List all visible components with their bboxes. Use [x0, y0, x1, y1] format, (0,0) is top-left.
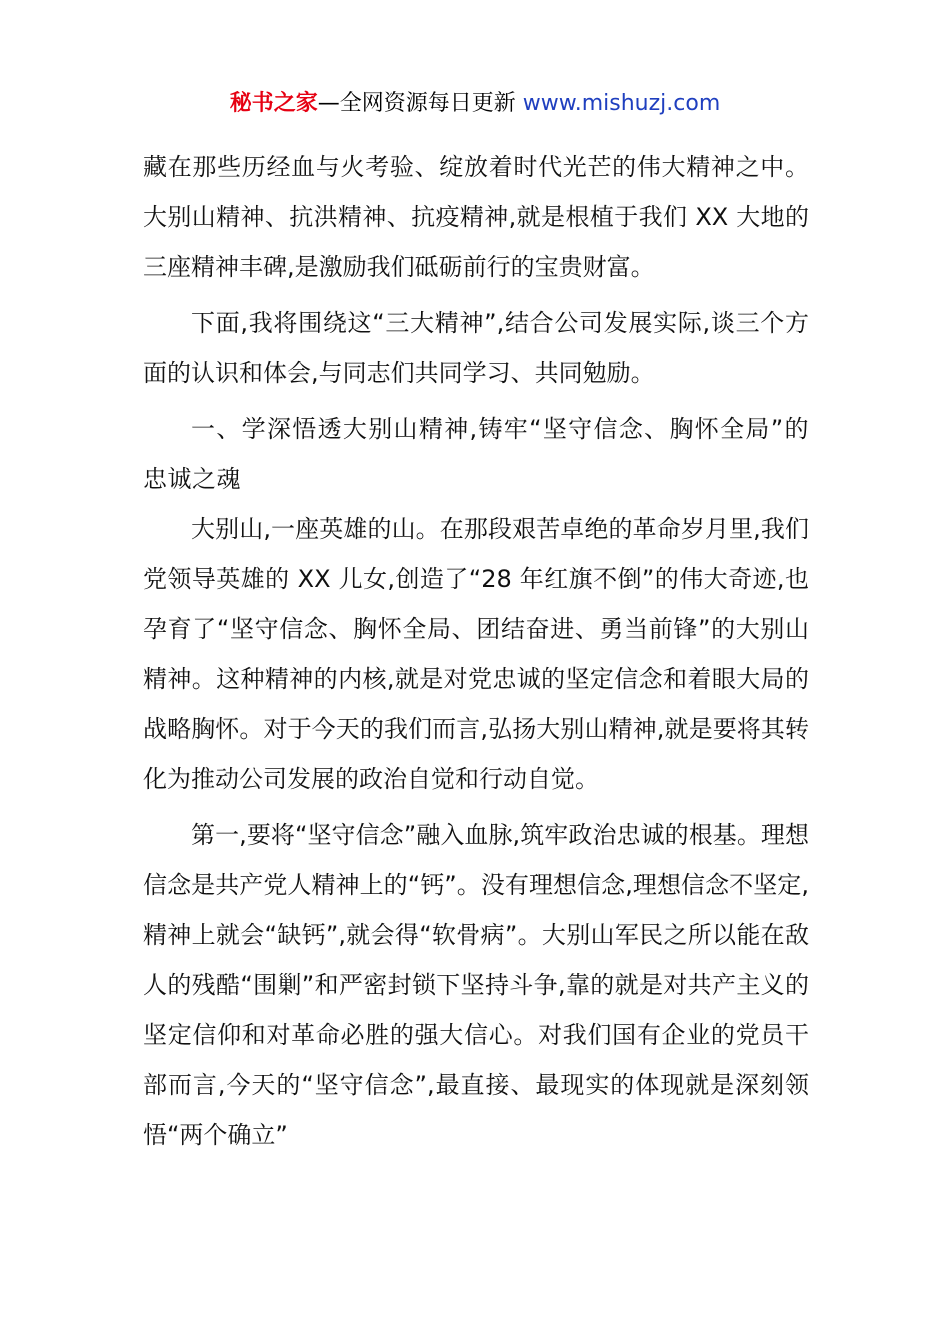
- site-brand: 秘书之家: [229, 91, 318, 116]
- paragraph-continuation: 藏在那些历经血与火考验、绽放着时代光芒的伟大精神之中。大别山精神、抗洪精神、抗疫精神,就是根植于我们 XX 大地的三座精神丰碑,是激励我们砥砺前行的宝贵财富。: [143, 153, 809, 281]
- site-header: [0, 86, 950, 122]
- site-tagline: —全网资源每日更新: [317, 91, 523, 116]
- paragraph-intro: 下面,我将围绕这“三大精神”,结合公司发展实际,谈三个方面的认识和体会,与同志们共同学习、共同勉励。: [143, 309, 809, 387]
- site-url-link[interactable]: www.mishuzj.com: [522, 91, 721, 116]
- paragraph-first-point: 第一,要将“坚守信念”融入血脉,筑牢政治忠诚的根基。理想信念是共产党人精神上的“钙”。没有理想信念,理想信念不坚定,精神上就会“缺钙”,就会得“软骨病”。大别山军民之所以能在敌人的残酷“围剿”和严密封锁下坚持斗争,靠的就是对共产主义的坚定信仰和对革命必胜的强大信心。对我们国有企业的党员干部而言,今天的“坚守信念”,最直接、最现实的体现就是深刻领悟“两个确立”: [143, 821, 809, 1149]
- section-heading-1: 一、学深悟透大别山精神,铸牢“坚守信念、胸怀全局”的忠诚之魂: [143, 415, 809, 493]
- paragraph-dabieshan: 大别山,一座英雄的山。在那段艰苦卓绝的革命岁月里,我们党领导英雄的 XX 儿女,创造了“28 年红旗不倒”的伟大奇迹,也孕育了“坚守信念、胸怀全局、团结奋进、勇当前锋”的大别山精神。这种精神的内核,就是对党忠诚的坚定信念和着眼大局的战略胸怀。对于今天的我们而言,弘扬大别山精神,就是要将其转化为推动公司发展的政治自觉和行动自觉。: [143, 515, 809, 793]
- document-body: [143, 142, 809, 1160]
